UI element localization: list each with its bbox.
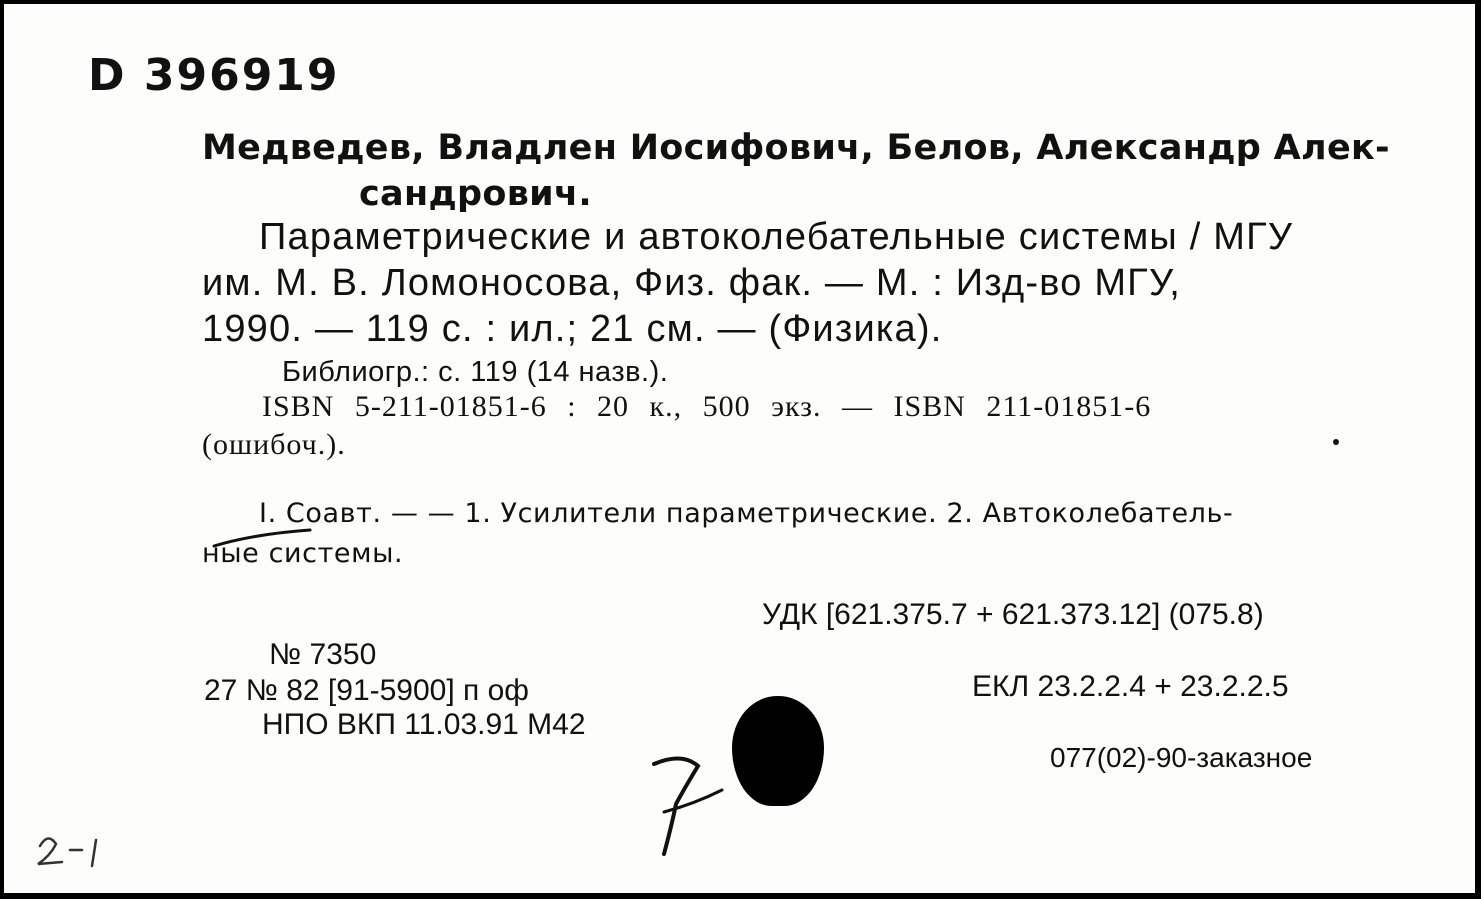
print-line: 27 № 82 [91-5900] п оф <box>204 674 529 707</box>
record-number: № 7350 <box>269 638 377 671</box>
corner-mark <box>38 838 96 866</box>
title-line-3: 1990. — 119 с. : ил.; 21 см. — (Физика). <box>202 308 943 350</box>
authors-line-1: Медведев, Владлен Иосифович, Белов, Александр Алек- <box>202 128 1390 168</box>
udk-classification: УДК [621.375.7 + 621.373.12] (075.8) <box>762 598 1264 631</box>
bibliography-note: Библиогр.: с. 119 (14 назв.). <box>282 356 669 388</box>
subjects-line-1: I. Соавт. — — 1. Усилители параметрические. 2. Автоколебатель- <box>259 498 1234 529</box>
ink-blot <box>732 696 824 806</box>
isbn-line-2: (ошибоч.). <box>202 428 346 461</box>
title-line-1: Параметрические и автоколебательные системы / МГУ <box>259 216 1294 258</box>
npo-line: НПО ВКП 11.03.91 М42 <box>262 708 586 741</box>
ekl-classification: ЕКЛ 23.2.2.4 + 23.2.2.5 <box>972 670 1289 703</box>
speck <box>1333 439 1339 445</box>
call-number: D 396919 <box>88 50 340 101</box>
title-line-2: им. М. В. Ломоносова, Физ. фак. — М. : Изд-во МГУ, <box>202 262 1182 304</box>
handwritten-mark <box>654 758 698 854</box>
isbn-line-1: ISBN 5-211-01851-6 : 20 к., 500 экз. — ISBN 211-01851-6 <box>262 390 1152 423</box>
authors-line-2: сандрович. <box>359 174 592 214</box>
handwritten-stroke <box>664 790 722 812</box>
subjects-line-2: ные системы. <box>202 538 404 569</box>
order-note: 077(02)-90-заказное <box>1050 742 1313 773</box>
